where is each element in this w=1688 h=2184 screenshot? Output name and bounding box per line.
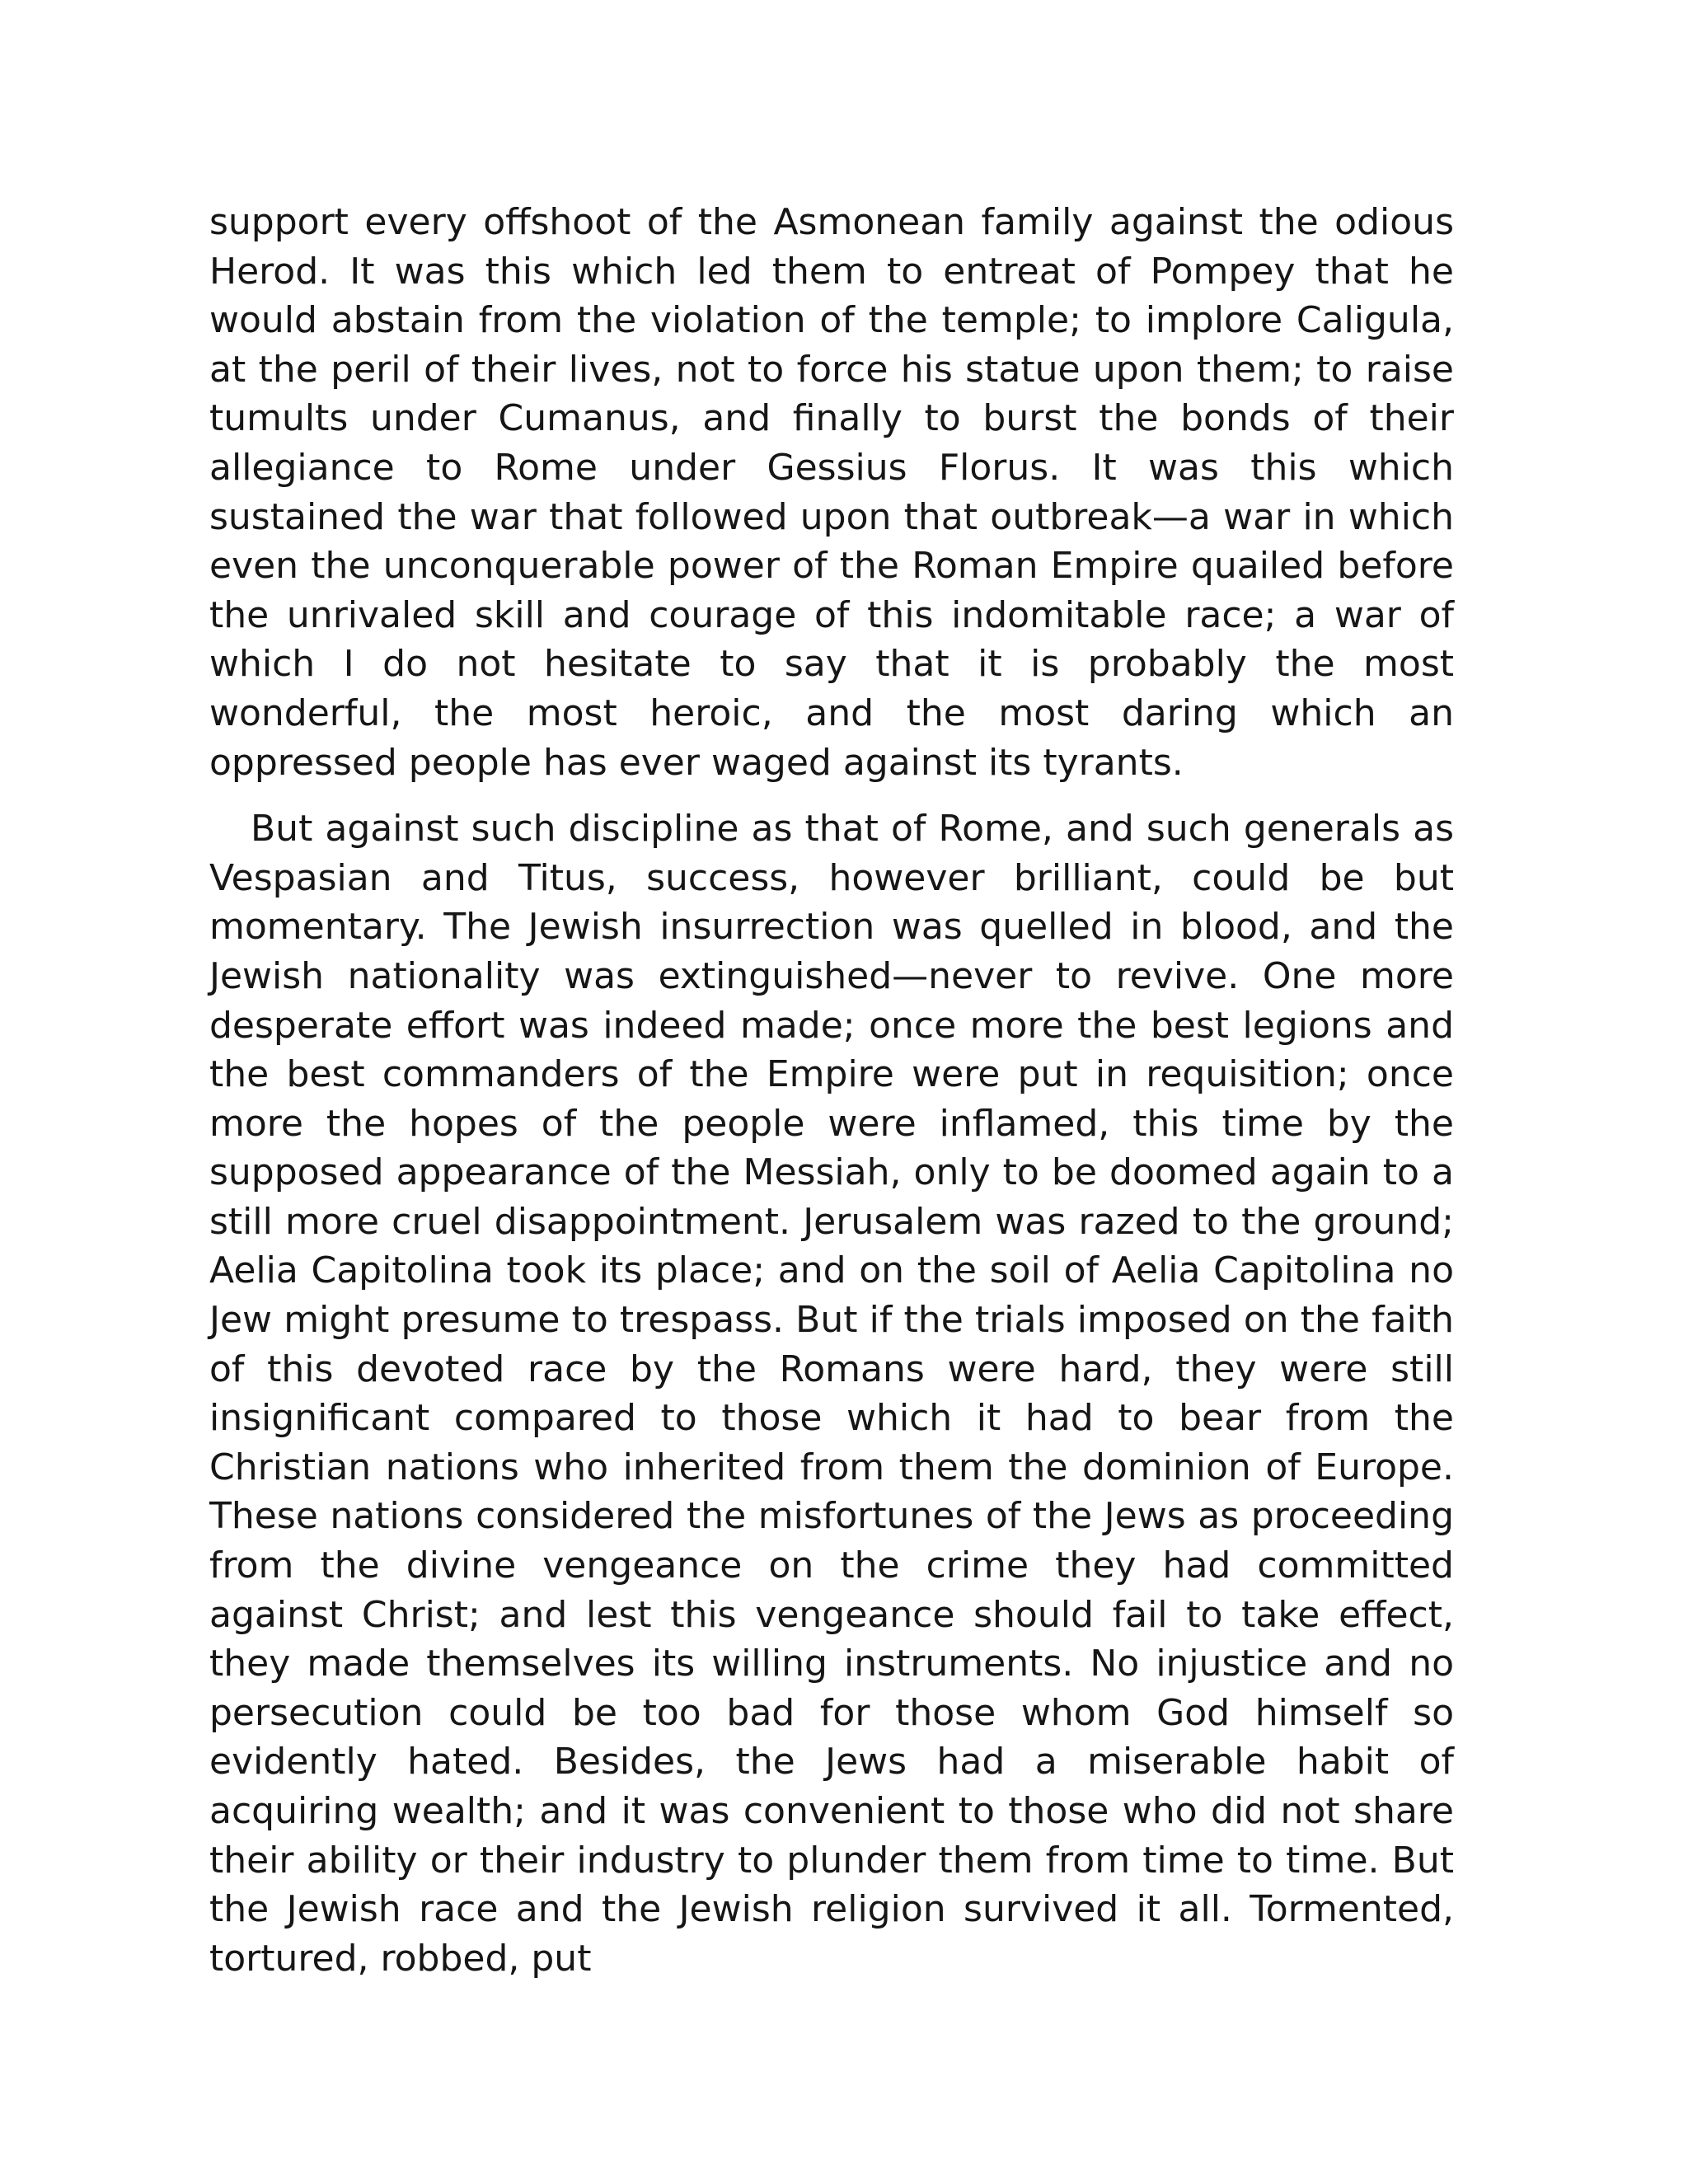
paragraph: But against such discipline as that of Rome, and such generals as Vespasian and Titus, success, however brilliant, could be but momentary. The Jewish insurrection was quelled in blood, and the Jewish nationality was extinguished—never to revive. One more desperate effort was indeed made; once more the best legions and the best commanders of the Empire were put in requisition; once more the hopes of the people were inflamed, this time by the supposed appearance of the Messiah, only to be doomed again to a still more cruel disappointment. Jerusalem was razed to the ground; Aelia Capitolina took its place; and on the soil of Aelia Capitolina no Jew might presume to trespass. But if the trials imposed on the faith of this devoted race by the Romans were hard, they were still insignificant compared to those which it had to bear from the Christian nations who inherited from them the dominion of Europe. These nations considered the misfortunes of the Jews as proceeding from the divine vengeance on the crime they had committed against Christ; and lest this vengeance should fail to take effect, they made themselves its willing instruments. No injustice and no persecution could be too bad for those whom God himself so evidently hated. Besides, the Jews had a miserable habit of acquiring wealth; and it was convenient to those who did not share their ability or their industry to plunder them from time to time. But the Jewish race and the Jewish religion survived it all. Tormented, tortured, robbed, put xyxy=(209,808,1454,1980)
body-text xyxy=(209,198,1454,1983)
paragraph-continued: support every offshoot of the Asmonean family against the odious Herod. It was this which led them to entreat of Pompey that he would abstain from the violation of the temple; to implore Caligula, at the peril of their lives, not to force his statue upon them; to raise tumults under Cumanus, and finally to burst the bonds of their allegiance to Rome under Gessius Florus. It was this which sustained the war that followed upon that outbreak—a war in which even the unconquerable power of the Roman Empire quailed before the unrivaled skill and courage of this indomitable race; a war of which I do not hesitate to say that it is probably the most wonderful, the most heroic, and the most daring which an oppressed people has ever waged against its tyrants. xyxy=(209,201,1454,784)
